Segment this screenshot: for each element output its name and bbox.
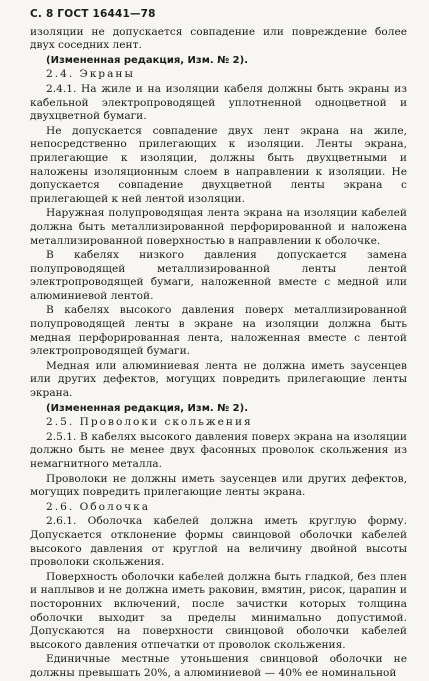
- paragraph: В кабелях низкого давления допускается замена полупроводящей металлизированной ленты лентой электропроводящей бумаги, наложенной вместе с медной или алюминиевой лентой.: [30, 249, 407, 302]
- paragraph: Медная или алюминиевая лента не должна иметь заусенцев или других дефектов, могущих повредить прилегающие ленты экрана.: [30, 359, 407, 400]
- document-body: [30, 26, 407, 681]
- paragraph: Наружная полупроводящая лента экрана на изоляции кабелей должна быть металлизированной перфорированной и наложена металлизированной поверхностью в направлении к оболочке.: [30, 207, 407, 247]
- page-header: С. 8 ГОСТ 16441—78: [30, 8, 156, 20]
- paragraph: 2.6.1. Оболочка кабелей должна иметь круглую форму. Допускается отклонение формы свинцовой оболочки кабелей высокого давления от круглой на величину двойной высоты проволоки скольжения.: [30, 515, 407, 569]
- paragraph: 2.4.1. На жиле и на изоляции кабеля должны быть экраны из кабельной электропроводящей уплотненной одноцветной и двухцветной бумаги.: [30, 82, 407, 123]
- paragraph: 2.5.1. В кабелях высокого давления поверх экрана на изоляции должно быть не менее двух фасонных проволок скольжения из немагнитного металла.: [30, 430, 407, 470]
- paragraph: В кабелях высокого давления поверх металлизированной полупроводящей ленты в экране на изоляции должна быть медная перфорированная лента, наложенная вместе с лентой электропроводящей бумаги.: [30, 304, 407, 358]
- paragraph: Не допускается совпадение двух лент экрана на жиле, непосредственно прилегающих к изоляции. Ленты экрана, прилегающие к изоляции, должны быть двухцветными и наложены изоляционным слоем в направлении к изоляции. Не допускается совпадение двухцветной ленты экрана с прилегающей к ней лентой изоляции.: [30, 124, 407, 205]
- section-heading: 2.6. Оболочка: [46, 500, 151, 513]
- paragraph: Проволоки не должны иметь заусенцев или других дефектов, могущих повредить прилегающие ленты экрана.: [30, 472, 407, 499]
- paragraph: Поверхность оболочки кабелей должна быть гладкой, без плен и наплывов и не должна иметь раковин, вмятин, рисок, царапин и посторонних включений, после зачистки которых толщина оболочки выходит за пределы минимально допустимой. Допускаются на поверхности свинцовой оболочки кабелей высокого давления отпечатки от проволок скольжения.: [30, 570, 407, 651]
- paragraph: Единичные местные утоньшения свинцовой оболочки не должны превышать 20%, а алюминиевой — 40% ее номинальной: [30, 653, 407, 679]
- section-heading: 2.4. Экраны: [46, 68, 135, 81]
- revision-note: (Измененная редакция, Изм. № 2).: [46, 54, 249, 66]
- section-heading: 2.5. Проволоки скольжения: [46, 416, 253, 429]
- revision-note: (Измененная редакция, Изм. № 2).: [46, 402, 249, 414]
- paragraph: изоляции не допускается совпадение или повреждение более двух соседних лент.: [30, 25, 407, 52]
